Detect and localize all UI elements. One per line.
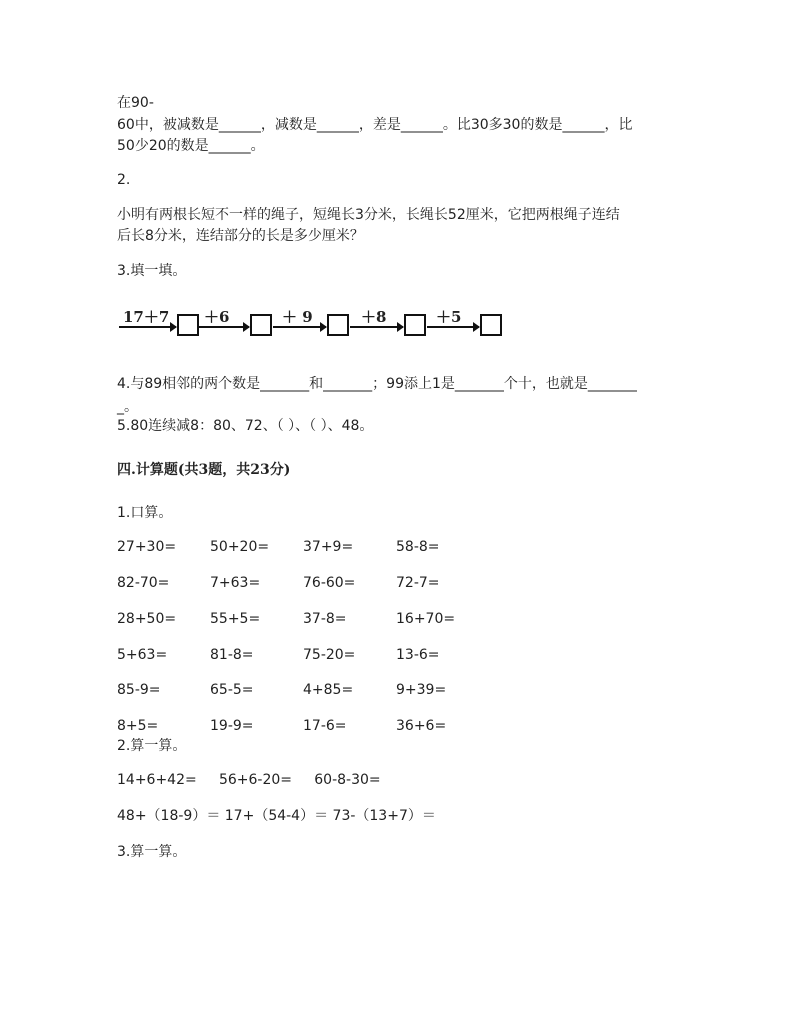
mental-math-item: 4+85= (303, 682, 354, 698)
q1-line3: 50少20的数是______。 (117, 138, 265, 154)
mental-math-item: 50+20= (210, 539, 270, 555)
mental-math-item: 27+30= (117, 539, 177, 555)
chain-label-2: ＋6 (204, 308, 230, 326)
q1-line2: 60中，被减数是______，减数是______，差是______。比30多30的数是______，比 (117, 117, 633, 133)
q4-line2: _。 (117, 399, 138, 415)
mental-math-item: 17-6= (303, 718, 347, 734)
mental-math-item: 28+50= (117, 611, 177, 627)
mental-math-item: 8+5= (117, 718, 159, 734)
mental-math-item: 37+9= (303, 539, 354, 555)
section-title: 四.计算题(共3题，共23分) (117, 462, 291, 478)
q3-title: 3.填一填。 (117, 263, 187, 279)
mental-math-item: 85-9= (117, 682, 161, 698)
mental-math-item: 13-6= (396, 647, 440, 663)
mental-math-item: 72-7= (396, 575, 440, 591)
mental-math-item: 55+5= (210, 611, 261, 627)
chain-label-5: ＋5 (436, 308, 462, 326)
calc2-line2: 48+（18-9）＝ 17+（54-4）＝ 73-（13+7）＝ (117, 808, 436, 824)
q1-line1: 在90- (117, 95, 154, 111)
calc3-title: 3.算一算。 (117, 844, 187, 860)
calc1-title: 1.口算。 (117, 505, 173, 521)
mental-math-item: 37-8= (303, 611, 347, 627)
chain-label-4: ＋8 (361, 308, 387, 326)
mental-math-item: 36+6= (396, 718, 447, 734)
mental-math-item: 82-70= (117, 575, 170, 591)
chain-arrow-4 (350, 326, 403, 328)
mental-math-item: 9+39= (396, 682, 447, 698)
chain-arrow-1 (119, 326, 176, 328)
mental-math-item: 75-20= (303, 647, 356, 663)
mental-math-item: 16+70= (396, 611, 456, 627)
chain-label-3: ＋ 9 (282, 308, 313, 326)
q5-text: 5.80连续减8：80、72、（ ）、（ ）、48。 (117, 418, 374, 434)
calc2-title: 2.算一算。 (117, 738, 187, 754)
chain-arrow-2 (199, 326, 249, 328)
chain-arrow-5 (427, 326, 479, 328)
answer-box-4[interactable] (404, 314, 426, 336)
q2-line2: 后长8分米，连结部分的长是多少厘米？ (117, 228, 364, 244)
chain-arrow-3 (273, 326, 326, 328)
calc2-line1: 14+6+42= 56+6-20= 60-8-30= (117, 772, 381, 788)
mental-math-item: 81-8= (210, 647, 254, 663)
answer-box-2[interactable] (250, 314, 272, 336)
mental-math-item: 76-60= (303, 575, 356, 591)
answer-box-5[interactable] (480, 314, 502, 336)
answer-box-3[interactable] (327, 314, 349, 336)
q4-line1: 4.与89相邻的两个数是_______和_______；99添上1是_______个十，也就是_______ (117, 376, 637, 392)
chain-label-start: 17＋7 (123, 308, 170, 326)
answer-box-1[interactable] (177, 314, 199, 336)
q2-line1: 小明有两根长短不一样的绳子，短绳长3分米，长绳长52厘米，它把两根绳子连结 (117, 207, 620, 223)
mental-math-item: 58-8= (396, 539, 440, 555)
mental-math-item: 19-9= (210, 718, 254, 734)
mental-math-item: 65-5= (210, 682, 254, 698)
q2-number: 2. (117, 172, 131, 188)
mental-math-item: 7+63= (210, 575, 261, 591)
mental-math-item: 5+63= (117, 647, 168, 663)
